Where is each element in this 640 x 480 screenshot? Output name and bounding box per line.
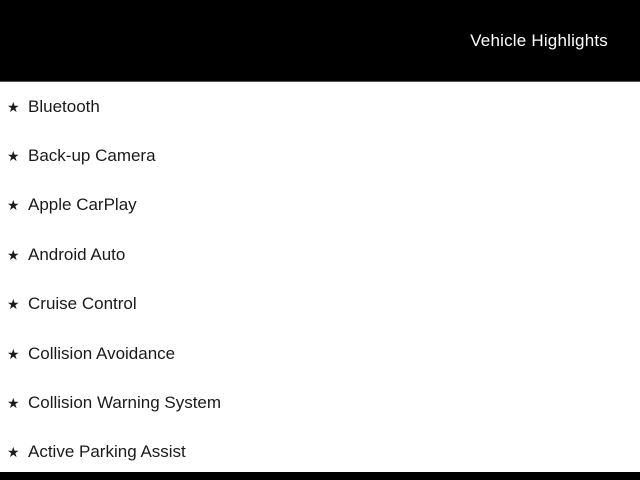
item-label: Collision Avoidance bbox=[28, 343, 176, 363]
item-label: Cruise Control bbox=[28, 294, 137, 314]
item-label: Active Parking Assist bbox=[28, 442, 186, 462]
list-item bbox=[0, 131, 640, 180]
item-label: Back-up Camera bbox=[28, 146, 156, 166]
header-bar bbox=[0, 0, 640, 82]
star-icon: ★ bbox=[7, 148, 20, 165]
star-icon: ★ bbox=[7, 296, 20, 313]
list-item bbox=[0, 428, 640, 477]
highlights-list bbox=[0, 82, 640, 477]
star-icon: ★ bbox=[7, 444, 20, 461]
list-item bbox=[0, 280, 640, 329]
item-label: Bluetooth bbox=[28, 96, 100, 116]
star-icon: ★ bbox=[7, 197, 20, 214]
item-label: Android Auto bbox=[28, 244, 126, 264]
star-icon: ★ bbox=[7, 395, 20, 412]
list-item bbox=[0, 82, 640, 131]
item-label: Collision Warning System bbox=[28, 393, 222, 413]
star-icon: ★ bbox=[7, 345, 20, 362]
list-item bbox=[0, 329, 640, 378]
item-label: Apple CarPlay bbox=[28, 195, 137, 215]
list-item bbox=[0, 181, 640, 230]
star-icon: ★ bbox=[7, 246, 20, 263]
footer-bar bbox=[0, 472, 640, 480]
star-icon: ★ bbox=[7, 98, 20, 115]
list-item bbox=[0, 378, 640, 427]
page-title: Vehicle Highlights bbox=[470, 30, 608, 50]
list-item bbox=[0, 230, 640, 279]
